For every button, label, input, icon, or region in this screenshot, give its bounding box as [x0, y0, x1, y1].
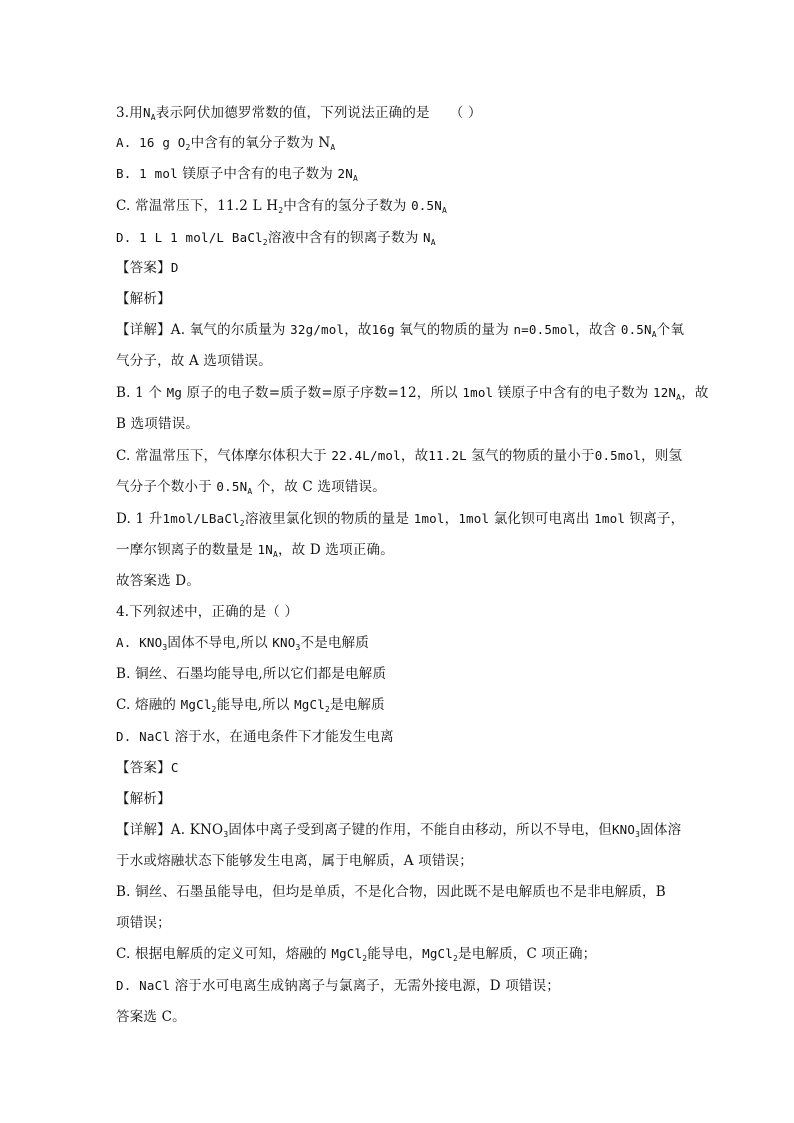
q4-option-a — [116, 634, 369, 657]
q4-detail-d-line — [116, 977, 560, 995]
q3-detail-c-line-1-text-4: 11.2L — [428, 448, 467, 463]
q3-detail-c-line-2-text: 气分子个数小于 — [116, 479, 212, 495]
q3-detail-d-line-1-text-2: 1mol/LBaCl — [162, 511, 240, 526]
q4-analysis-heading — [116, 790, 171, 808]
q4-detail-b-line-2 — [116, 914, 171, 932]
q3-detail-c-line-2-text-2: 0.5N — [216, 479, 248, 494]
q3-conclusion — [116, 572, 200, 590]
q3-answer-value: D — [170, 260, 179, 275]
q4-detail-d-line-text: D. NaCl — [116, 978, 171, 993]
q3-detail-text-9: 个氧 — [656, 322, 685, 338]
q3-detail-d-line-2-text: 一摩尔钡离子的数量是 — [116, 542, 253, 558]
q4-option-b-text: B. 铜丝、石墨均能导电,所以它们都是电解质 — [116, 666, 387, 682]
q3-detail-c-line-1-text-6: 0.5mol — [594, 448, 642, 463]
q3-detail-d-line-2-text-2: 1N — [257, 542, 273, 557]
q4-stem-text: 4.下列叙述中，正确的是（ ） — [116, 604, 299, 620]
q3-option-c-text-3: 0.5N — [411, 198, 442, 213]
q4-detail-c-line-text-5: 是电解质，C 项正确； — [458, 946, 597, 962]
q3-detail-d-line-1-text-8: 1mol — [594, 511, 626, 526]
q3-option-d-sub: 2 — [262, 238, 268, 247]
q3-detail-d-line-2-text-3: ，故 D 选项正确。 — [277, 542, 394, 558]
q3-option-d-text: D. 1 L 1 mol/L BaCl — [116, 230, 263, 245]
q3-detail-d-line-1-text-9: 钡离子， — [629, 511, 685, 527]
q3-option-b-text-2: 镁原子中含有的电子数为 — [182, 166, 334, 182]
q3-option-c-text: C. 常温常压下，11.2 L H — [116, 198, 279, 214]
q3-detail-b-line-1-text-7: 12N — [652, 385, 677, 400]
q3-option-b-text: B. 1 mol — [116, 166, 178, 181]
q3-option-c-text-2: 中含有的氢分子数为 — [283, 198, 407, 214]
q4-detail-a-line-1-sub: 3 — [223, 830, 229, 839]
q3-analysis-heading — [116, 290, 171, 308]
q3-option-c-sub: 2 — [278, 206, 284, 215]
q4-detail-a-line-1-text: 【详解】A. KNO — [116, 822, 224, 838]
q3-detail-b-line-1-text-3: 原子的电子数=质子数=原子序数=12 — [186, 385, 417, 401]
q4-detail-a-line-1-text-2: 固体中离子受到离子键的作用，不能自由移动，所以不导电，但 — [228, 822, 612, 838]
q4-detail-c-line-text-4: MgCl — [422, 946, 453, 961]
q4-detail-c-line-text: C. 根据电解质的定义可知，熔融的 — [116, 946, 327, 962]
q3-detail-text-3: ，故 — [344, 322, 372, 338]
q3-conclusion-text: 故答案选 D。 — [116, 573, 201, 589]
q4-option-d-text-2: 溶于水，在通电条件下才能发生电离 — [174, 729, 394, 745]
q4-detail-c-line-sub: 2 — [362, 954, 368, 963]
q3-detail-b-line-2-text: B 选项错误。 — [116, 416, 200, 432]
q3-answer — [116, 259, 179, 277]
q4-detail-a-line-1-text-3: KNO — [611, 822, 636, 837]
q3-detail-text-8: 0.5N — [620, 322, 652, 337]
q3-detail-b-line-1-sub: A — [676, 393, 682, 402]
q3-option-a-text-2: 中含有的氧分子数为 N — [190, 135, 331, 151]
q4-conclusion — [116, 1008, 186, 1026]
q4-detail-c-line-text-3: 能导电， — [367, 946, 423, 962]
q3-option-d-text-2: 溶液中含有的钡离子数为 — [267, 230, 419, 246]
q4-option-c-text-5: 是电解质 — [330, 697, 385, 713]
q3-detail-b-line-1-text-4: ，所以 — [416, 385, 458, 401]
q3-detail-d-line-1-text-3: 溶液里氯化钡的物质的量是 — [244, 511, 410, 527]
q3-detail-c-line-1-text-7: ，则氢 — [641, 448, 683, 464]
q4-option-a-text-4: 不是电解质 — [300, 635, 370, 651]
q4-option-c — [116, 696, 385, 719]
q3-detail-b-line-2 — [116, 415, 199, 433]
q3-detail-d-line-1-text-7: 氯化钡可电离出 — [493, 511, 590, 527]
q4-option-a-sub: 3 — [162, 643, 168, 652]
q3-detail-d-line-1-text-6: 1mol — [458, 511, 490, 526]
q4-detail-a-line-1-text-4: 固体溶 — [640, 822, 682, 838]
q3-detail-d-line-2 — [116, 541, 394, 564]
q3-detail-d-line-1 — [116, 510, 684, 533]
q3-stem-text: 3.用 — [116, 105, 143, 121]
q3-detail-text: 【详解】A. 氧气的尔质量为 — [116, 322, 286, 338]
q3-detail-c-line-1 — [116, 447, 682, 465]
q3-answer-blank: （ ） — [449, 105, 482, 121]
q3-option-a-sub: 2 — [185, 143, 191, 152]
q3-detail-b-line-1-text-5: 1mol — [462, 385, 494, 400]
q3-stem-text-2: 表示阿伏加德罗常数的值，下列说法正确的是 — [155, 105, 430, 121]
q4-option-b — [116, 665, 386, 683]
q3-option-c-sub-2: A — [441, 206, 447, 215]
q3-detail-d-line-1-text-5: ， — [444, 511, 459, 527]
q4-conclusion-text: 答案选 C。 — [116, 1009, 186, 1025]
q3-option-b-text-3: 2N — [337, 166, 353, 181]
q4-option-c-text-4: MgCl — [294, 697, 325, 712]
q3-detail-c-line-2-text-3: 个，故 C 选项错误。 — [256, 479, 386, 495]
q4-stem — [116, 603, 298, 621]
q3-option-c — [116, 197, 447, 220]
q4-detail-b-line-2-text: 项错误； — [116, 915, 171, 931]
q3-detail-sub: A — [651, 330, 657, 339]
q4-detail-b-line-1 — [116, 883, 666, 901]
q3-detail-c-line-1-text-3: ，故 — [400, 448, 429, 464]
q3-detail-d-line-1-text: D. 1 升 — [116, 511, 163, 527]
q3-analysis-label: 【解析】 — [116, 291, 171, 307]
q3-detail-c-line-2 — [116, 478, 386, 501]
q4-detail-c-line-text-2: MgCl — [331, 946, 363, 961]
q4-option-c-text-3: 能导电,所以 — [216, 697, 290, 713]
q3-option-d-sub-2: A — [430, 238, 436, 247]
q4-option-d — [116, 728, 394, 746]
q4-option-c-sub: 2 — [211, 705, 217, 714]
q4-detail-c-line-sub-2: 2 — [453, 954, 459, 963]
q3-detail-c-line-1-text: C. 常温常压下，气体摩尔体积大于 — [116, 448, 327, 464]
q4-option-d-text: D. NaCl — [116, 729, 171, 744]
q3-option-d — [116, 229, 436, 252]
q3-detail-c-line-1-text-5: 氢气的物质的量小于 — [471, 448, 595, 464]
q3-detail-text-6: n=0.5mol — [513, 322, 576, 337]
q3-detail-b-line-1-text-8: ，故 — [681, 385, 709, 401]
q3-detail-text-4: 16g — [371, 322, 395, 337]
q3-detail-b-line-1-text: B. 1 个 — [116, 385, 163, 401]
q4-detail-c-line — [116, 945, 596, 968]
q4-option-c-sub-2: 2 — [324, 705, 331, 714]
q3-detail-a-line-2-text: 气分子，故 A 选项错误。 — [116, 353, 272, 369]
q4-option-c-text-2: MgCl — [180, 697, 212, 712]
q4-answer — [116, 759, 179, 777]
q3-option-d-text-3: N — [423, 230, 431, 245]
q3-option-a-text: A. 16 g O — [116, 135, 186, 150]
q4-analysis-label: 【解析】 — [116, 791, 171, 807]
q4-answer-label: 【答案】 — [116, 760, 171, 776]
q4-answer-value: C — [170, 760, 179, 775]
q3-detail-a-line-1 — [116, 321, 684, 344]
q3-answer-label: 【答案】 — [116, 260, 171, 276]
q3-detail-d-line-1-text-4: 1mol — [413, 511, 445, 526]
q3-detail-text-7: ，故含 — [575, 322, 617, 338]
q3-detail-d-line-1-sub: 2 — [239, 519, 245, 528]
q3-detail-a-line-2 — [116, 352, 272, 370]
q3-detail-text-5: 氧气的物质的量为 — [399, 322, 509, 338]
q3-option-b-sub: A — [352, 174, 358, 183]
q4-option-a-text-2: 固体不导电,所以 — [167, 635, 268, 651]
q4-detail-b-line-1-text: B. 铜丝、石墨虽能导电，但均是单质，不是化合物，因此既不是电解质也不是非电解质，B — [116, 884, 666, 900]
q4-detail-a-line-2-text: 于水或熔融状态下能够发生电离，属于电解质，A 项错误； — [116, 853, 473, 869]
q3-detail-text-2: 32g/mol — [290, 322, 345, 337]
q3-option-a — [116, 134, 335, 157]
q3-detail-b-line-1-text-6: 镁原子中含有的电子数为 — [497, 385, 649, 401]
q3-detail-b-line-1-text-2: Mg — [166, 385, 183, 400]
q3-option-a-sub-2: A — [330, 143, 336, 152]
q3-stem-na-sub: A — [150, 113, 156, 122]
q3-detail-b-line-1 — [116, 384, 709, 407]
q4-detail-a-line-1-sub-2: 3 — [635, 830, 641, 839]
q3-detail-d-line-2-sub: A — [272, 550, 278, 559]
q4-option-a-sub-2: 3 — [295, 643, 301, 652]
q4-option-a-text: A. KNO — [116, 635, 163, 650]
q3-detail-c-line-2-sub: A — [247, 487, 253, 496]
q4-detail-a-line-1 — [116, 821, 681, 844]
q4-option-a-text-3: KNO — [272, 635, 296, 650]
q4-detail-d-line-text-2: 溶于水可电离生成钠离子与氯离子，无需外接电源，D 项错误； — [174, 978, 561, 994]
q3-option-b — [116, 165, 358, 188]
q3-stem — [116, 104, 482, 127]
q3-stem-na: N — [142, 105, 151, 120]
q4-option-c-text: C. 熔融的 — [116, 697, 177, 713]
q3-detail-c-line-1-text-2: 22.4L/mol — [331, 448, 401, 463]
q4-detail-a-line-2 — [116, 852, 473, 870]
